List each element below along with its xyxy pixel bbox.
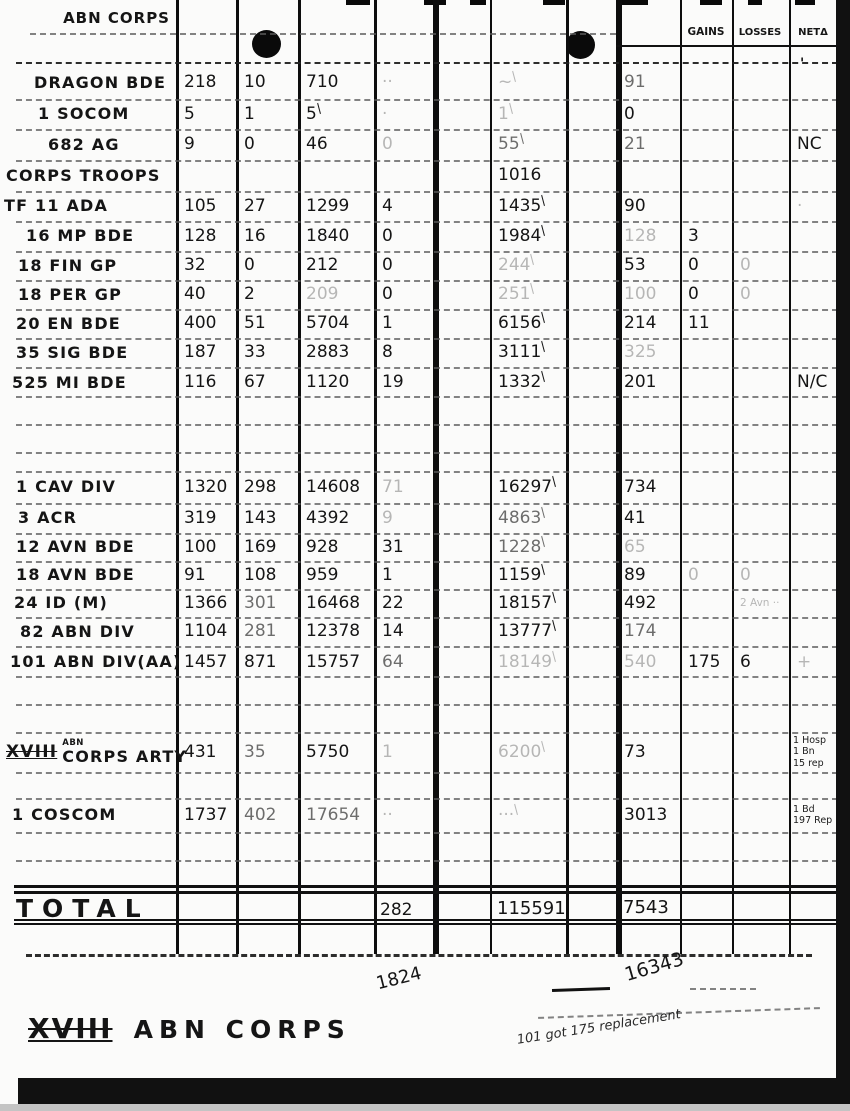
- cell-c2: 402: [244, 804, 277, 825]
- cell-c4: 22: [382, 592, 404, 613]
- cell-c2: 10: [244, 72, 266, 92]
- scan-fragment: [543, 0, 565, 5]
- row-dashed-line: [16, 452, 838, 454]
- cell-total: ~/: [498, 69, 521, 92]
- corps-title-text: ABN CORPS: [133, 1015, 351, 1044]
- cell-c2: 108: [244, 564, 277, 585]
- cell-c3: 928: [306, 536, 339, 557]
- cell-c3: 12378: [306, 621, 361, 641]
- unit-name: 16 MP BDE: [26, 226, 135, 245]
- cell-c4: 0: [382, 134, 393, 154]
- cell-total: 1332/: [498, 369, 550, 392]
- cell-c3: 1299: [306, 195, 350, 216]
- scan-bottom-border: [18, 1078, 850, 1104]
- cell-c8: 90: [624, 195, 646, 216]
- unit-row: [0, 732, 838, 772]
- total-col4-value: 282: [380, 900, 413, 920]
- cell-c3: 16468: [306, 592, 361, 613]
- unit-name: 525 MI BDE: [12, 372, 127, 392]
- cell-c1: 32: [184, 255, 206, 275]
- net-delta-column-header: NETΔ: [798, 27, 828, 38]
- cell-c4: 8: [382, 342, 393, 362]
- cell-total: 1159/: [498, 562, 550, 585]
- cell-c1: 218: [184, 72, 217, 92]
- cell-gains: 0: [688, 255, 699, 275]
- footer-number-left: 1824: [374, 962, 424, 995]
- cell-c2: 2: [244, 284, 255, 304]
- unit-row: [0, 533, 838, 561]
- cell-gains: 0: [688, 564, 699, 585]
- unit-row: [0, 191, 838, 221]
- cell-c3: 5704: [306, 313, 350, 333]
- cell-c1: 1366: [184, 592, 228, 613]
- unit-name: 24 ID (M): [14, 593, 108, 612]
- footer-short-line: [552, 987, 610, 992]
- cell-c1: 100: [184, 536, 217, 557]
- cell-losses: 0: [740, 564, 751, 585]
- total-col8-value: 7543: [623, 897, 669, 918]
- cell-c8: 492: [624, 592, 657, 613]
- scan-fragment: [622, 0, 648, 5]
- cell-c4: 4: [382, 195, 393, 216]
- scan-fragment: [700, 0, 722, 5]
- cell-c3: 710: [306, 72, 339, 92]
- cell-c4: 14: [382, 621, 404, 641]
- unit-row: [0, 129, 838, 160]
- footer-dashed-line: [690, 988, 756, 990]
- cell-total: 244/: [498, 252, 539, 275]
- cell-c8: 91: [624, 72, 646, 92]
- unit-row: [0, 646, 838, 678]
- losses-column-header: LOSSES: [738, 27, 782, 38]
- cell-c2: 27: [244, 195, 266, 216]
- gains-column-header: GAINS: [687, 26, 725, 38]
- cell-c1: 187: [184, 342, 217, 362]
- unit-name: 3 ACR: [18, 508, 78, 527]
- unit-name: 682 AG: [48, 134, 120, 154]
- cell-c8: 3013: [624, 804, 668, 825]
- cell-c4: 0: [382, 284, 393, 304]
- cell-losses: 6: [740, 651, 751, 672]
- unit-name: [0, 738, 188, 766]
- scan-right-border: [836, 0, 850, 1082]
- unit-row: [0, 561, 838, 589]
- cell-c2: 143: [244, 507, 277, 528]
- cell-total: 55/: [498, 131, 528, 154]
- cell-c8: 73: [624, 741, 646, 762]
- cell-c3: 15757: [306, 651, 361, 672]
- cell-c4: ·: [382, 103, 388, 124]
- cell-c8: 53: [624, 255, 646, 275]
- cell-c1: 105: [184, 195, 217, 216]
- cell-c2: 51: [244, 313, 266, 333]
- unit-row: [0, 221, 838, 251]
- punch-hole: [566, 31, 595, 59]
- cell-total: 3111/: [498, 339, 550, 362]
- cell-total: 18149/: [498, 649, 561, 672]
- unit-row: [0, 309, 838, 338]
- unit-row: [0, 798, 838, 832]
- cell-c1: 128: [184, 225, 217, 246]
- unit-name: 101 ABN DIV(AA): [10, 652, 182, 671]
- cell-net: +: [797, 651, 812, 672]
- cell-c3: 5/: [306, 101, 325, 124]
- unit-name: 18 FIN GP: [18, 255, 118, 275]
- table-bottom-dashed-line: [26, 954, 812, 957]
- unit-name: 18 AVN BDE: [16, 565, 135, 584]
- cell-c2: 67: [244, 372, 266, 392]
- cell-c3: 46: [306, 134, 328, 154]
- unit-row: [0, 471, 838, 503]
- cell-c4: ··: [382, 804, 393, 825]
- cell-c3: 14608: [306, 476, 361, 497]
- cell-c8: 100: [624, 284, 657, 304]
- row-dashed-line: [16, 424, 838, 426]
- cell-c2: 169: [244, 536, 277, 557]
- cell-c3: 4392: [306, 507, 350, 528]
- cell-c8: 214: [624, 313, 657, 333]
- cell-c1: 9: [184, 134, 195, 154]
- unit-name: 1 COSCOM: [12, 805, 117, 824]
- cell-c4: 0: [382, 225, 393, 246]
- cell-total: 16297/: [498, 474, 561, 497]
- cell-c2: 281: [244, 621, 277, 641]
- cell-total: 1984/: [498, 223, 550, 246]
- cell-net: 1 Bd 197 Rep: [793, 803, 833, 826]
- cell-c1: 1457: [184, 651, 228, 672]
- unit-name: CORPS TROOPS: [6, 165, 161, 185]
- cell-c8: 540: [624, 651, 657, 672]
- unit-row: [0, 99, 838, 129]
- cell-c3: 209: [306, 284, 339, 304]
- cell-c8: 0: [624, 103, 635, 124]
- cell-net: 1 Hosp 1 Bn 15 rep: [793, 734, 826, 769]
- total-grand-value: 115591: [497, 898, 566, 919]
- unit-row: [0, 338, 838, 367]
- cell-c4: 0: [382, 255, 393, 275]
- row-dashed-line: [16, 832, 838, 834]
- cell-total: ···/: [498, 802, 523, 825]
- cell-c1: 5: [184, 103, 195, 124]
- unit-row: [0, 589, 838, 617]
- header-dashed-line: [30, 33, 616, 35]
- unit-row: [0, 251, 838, 280]
- cell-c2: 0: [244, 255, 255, 275]
- cell-c3: 1120: [306, 372, 350, 392]
- stray-tick-mark: ': [800, 56, 805, 72]
- cell-losses: 0: [740, 284, 751, 304]
- cell-gains: 3: [688, 225, 699, 246]
- cell-c3: 1840: [306, 225, 350, 246]
- cell-c4: 64: [382, 651, 404, 672]
- cell-total: 18157/: [498, 590, 561, 613]
- cell-total: 13777/: [498, 618, 561, 641]
- unit-row: [0, 617, 838, 646]
- total-row-label: TOTAL: [16, 894, 150, 923]
- cell-losses: 2 Avn ··: [740, 596, 780, 609]
- cell-net: N/C: [797, 372, 828, 392]
- cell-c4: 1: [382, 313, 393, 333]
- unit-row: [0, 503, 838, 533]
- cell-c1: 431: [184, 741, 217, 762]
- cell-c8: 325: [624, 342, 657, 362]
- cell-c2: 33: [244, 342, 266, 362]
- scan-fragment: [748, 0, 762, 5]
- cell-total: 251/: [498, 281, 539, 304]
- unit-row: [0, 280, 838, 309]
- cell-total: 6200/: [498, 739, 550, 762]
- cell-gains: 0: [688, 284, 699, 304]
- unit-name: TF 11 ADA: [4, 196, 109, 215]
- cell-c1: 1737: [184, 804, 228, 825]
- cell-c1: 91: [184, 564, 206, 585]
- unit-name: 35 SIG BDE: [16, 342, 129, 362]
- cell-c3: 2883: [306, 342, 350, 362]
- rule-line: [14, 885, 846, 888]
- cell-losses: 0: [740, 255, 751, 275]
- cell-c1: 1320: [184, 476, 228, 497]
- scan-fragment: [470, 0, 486, 5]
- unit-name: 1 CAV DIV: [16, 477, 117, 496]
- cell-c2: 0: [244, 134, 255, 154]
- unit-name: 20 EN BDE: [16, 313, 121, 333]
- cell-c1: 116: [184, 372, 217, 392]
- cell-c2: 35: [244, 741, 266, 762]
- cell-total: 1435/: [498, 193, 550, 216]
- corps-title-numeral: XVIII: [28, 1012, 113, 1045]
- unit-name: 12 AVN BDE: [16, 537, 135, 556]
- unit-name: DRAGON BDE: [34, 72, 167, 92]
- cell-c4: 71: [382, 476, 404, 497]
- unit-column-header: ABN CORPS: [63, 9, 170, 27]
- cell-c3: 17654: [306, 804, 361, 825]
- cell-c8: 734: [624, 476, 657, 497]
- cell-c8: 128: [624, 225, 657, 246]
- cell-c2: 16: [244, 225, 266, 246]
- row-dashed-line: [16, 704, 838, 706]
- cell-c2: 301: [244, 592, 277, 613]
- cell-total: 4863/: [498, 505, 550, 528]
- cell-c4: 31: [382, 536, 404, 557]
- unit-row: [0, 66, 838, 99]
- cell-c4: ··: [382, 72, 393, 92]
- cell-c2: 871: [244, 651, 277, 672]
- rule-line: [14, 923, 846, 925]
- cell-c8: 201: [624, 372, 657, 392]
- scan-fragment: [795, 0, 815, 5]
- cell-c2: 298: [244, 476, 277, 497]
- cell-gains: 175: [688, 651, 721, 672]
- corps-title: [28, 1012, 351, 1045]
- row-dashed-line: [16, 860, 838, 862]
- footer-number-right: 16343: [622, 948, 687, 986]
- cell-c4: 1: [382, 741, 393, 762]
- cell-c1: 40: [184, 284, 206, 304]
- cell-c3: 959: [306, 564, 339, 585]
- scan-fragment: [346, 0, 370, 5]
- cell-c8: 21: [624, 134, 646, 154]
- cell-total: 1016: [498, 165, 542, 185]
- cell-c8: 174: [624, 621, 657, 641]
- unit-row: [0, 160, 838, 191]
- cell-c4: 1: [382, 564, 393, 585]
- unit-row: [0, 367, 838, 398]
- unit-name-stack: ABN CORPS ARTY: [62, 738, 188, 766]
- row-dashed-line: [16, 772, 838, 774]
- cell-c8: 41: [624, 507, 646, 528]
- cell-gains: 11: [688, 313, 710, 333]
- footer-annotation: 101 got 175 replacement: [515, 1007, 682, 1048]
- cell-net: NC: [797, 134, 822, 154]
- cell-total: 6156/: [498, 310, 550, 333]
- scan-bottom-edge: [0, 1104, 850, 1111]
- cell-c1: 400: [184, 313, 217, 333]
- unit-name: 1 SOCOM: [38, 104, 130, 123]
- cell-total: 1/: [498, 101, 517, 124]
- cell-c3: 5750: [306, 741, 350, 762]
- row-dashed-line: [16, 62, 838, 64]
- cell-c2: 1: [244, 103, 255, 124]
- unit-name: 82 ABN DIV: [20, 621, 135, 641]
- unit-name-numeral: XVIII: [6, 741, 58, 762]
- cell-c1: 319: [184, 507, 217, 528]
- header-solid-line: [616, 45, 836, 47]
- cell-c8: 89: [624, 564, 646, 585]
- cell-total: 1228/: [498, 534, 550, 557]
- cell-c3: 212: [306, 255, 339, 275]
- cell-c1: 1104: [184, 621, 228, 641]
- cell-c4: 9: [382, 507, 393, 528]
- unit-name: 18 PER GP: [18, 284, 123, 304]
- cell-c4: 19: [382, 372, 404, 392]
- cell-net: ·: [797, 195, 803, 216]
- cell-c8: 65: [624, 536, 646, 557]
